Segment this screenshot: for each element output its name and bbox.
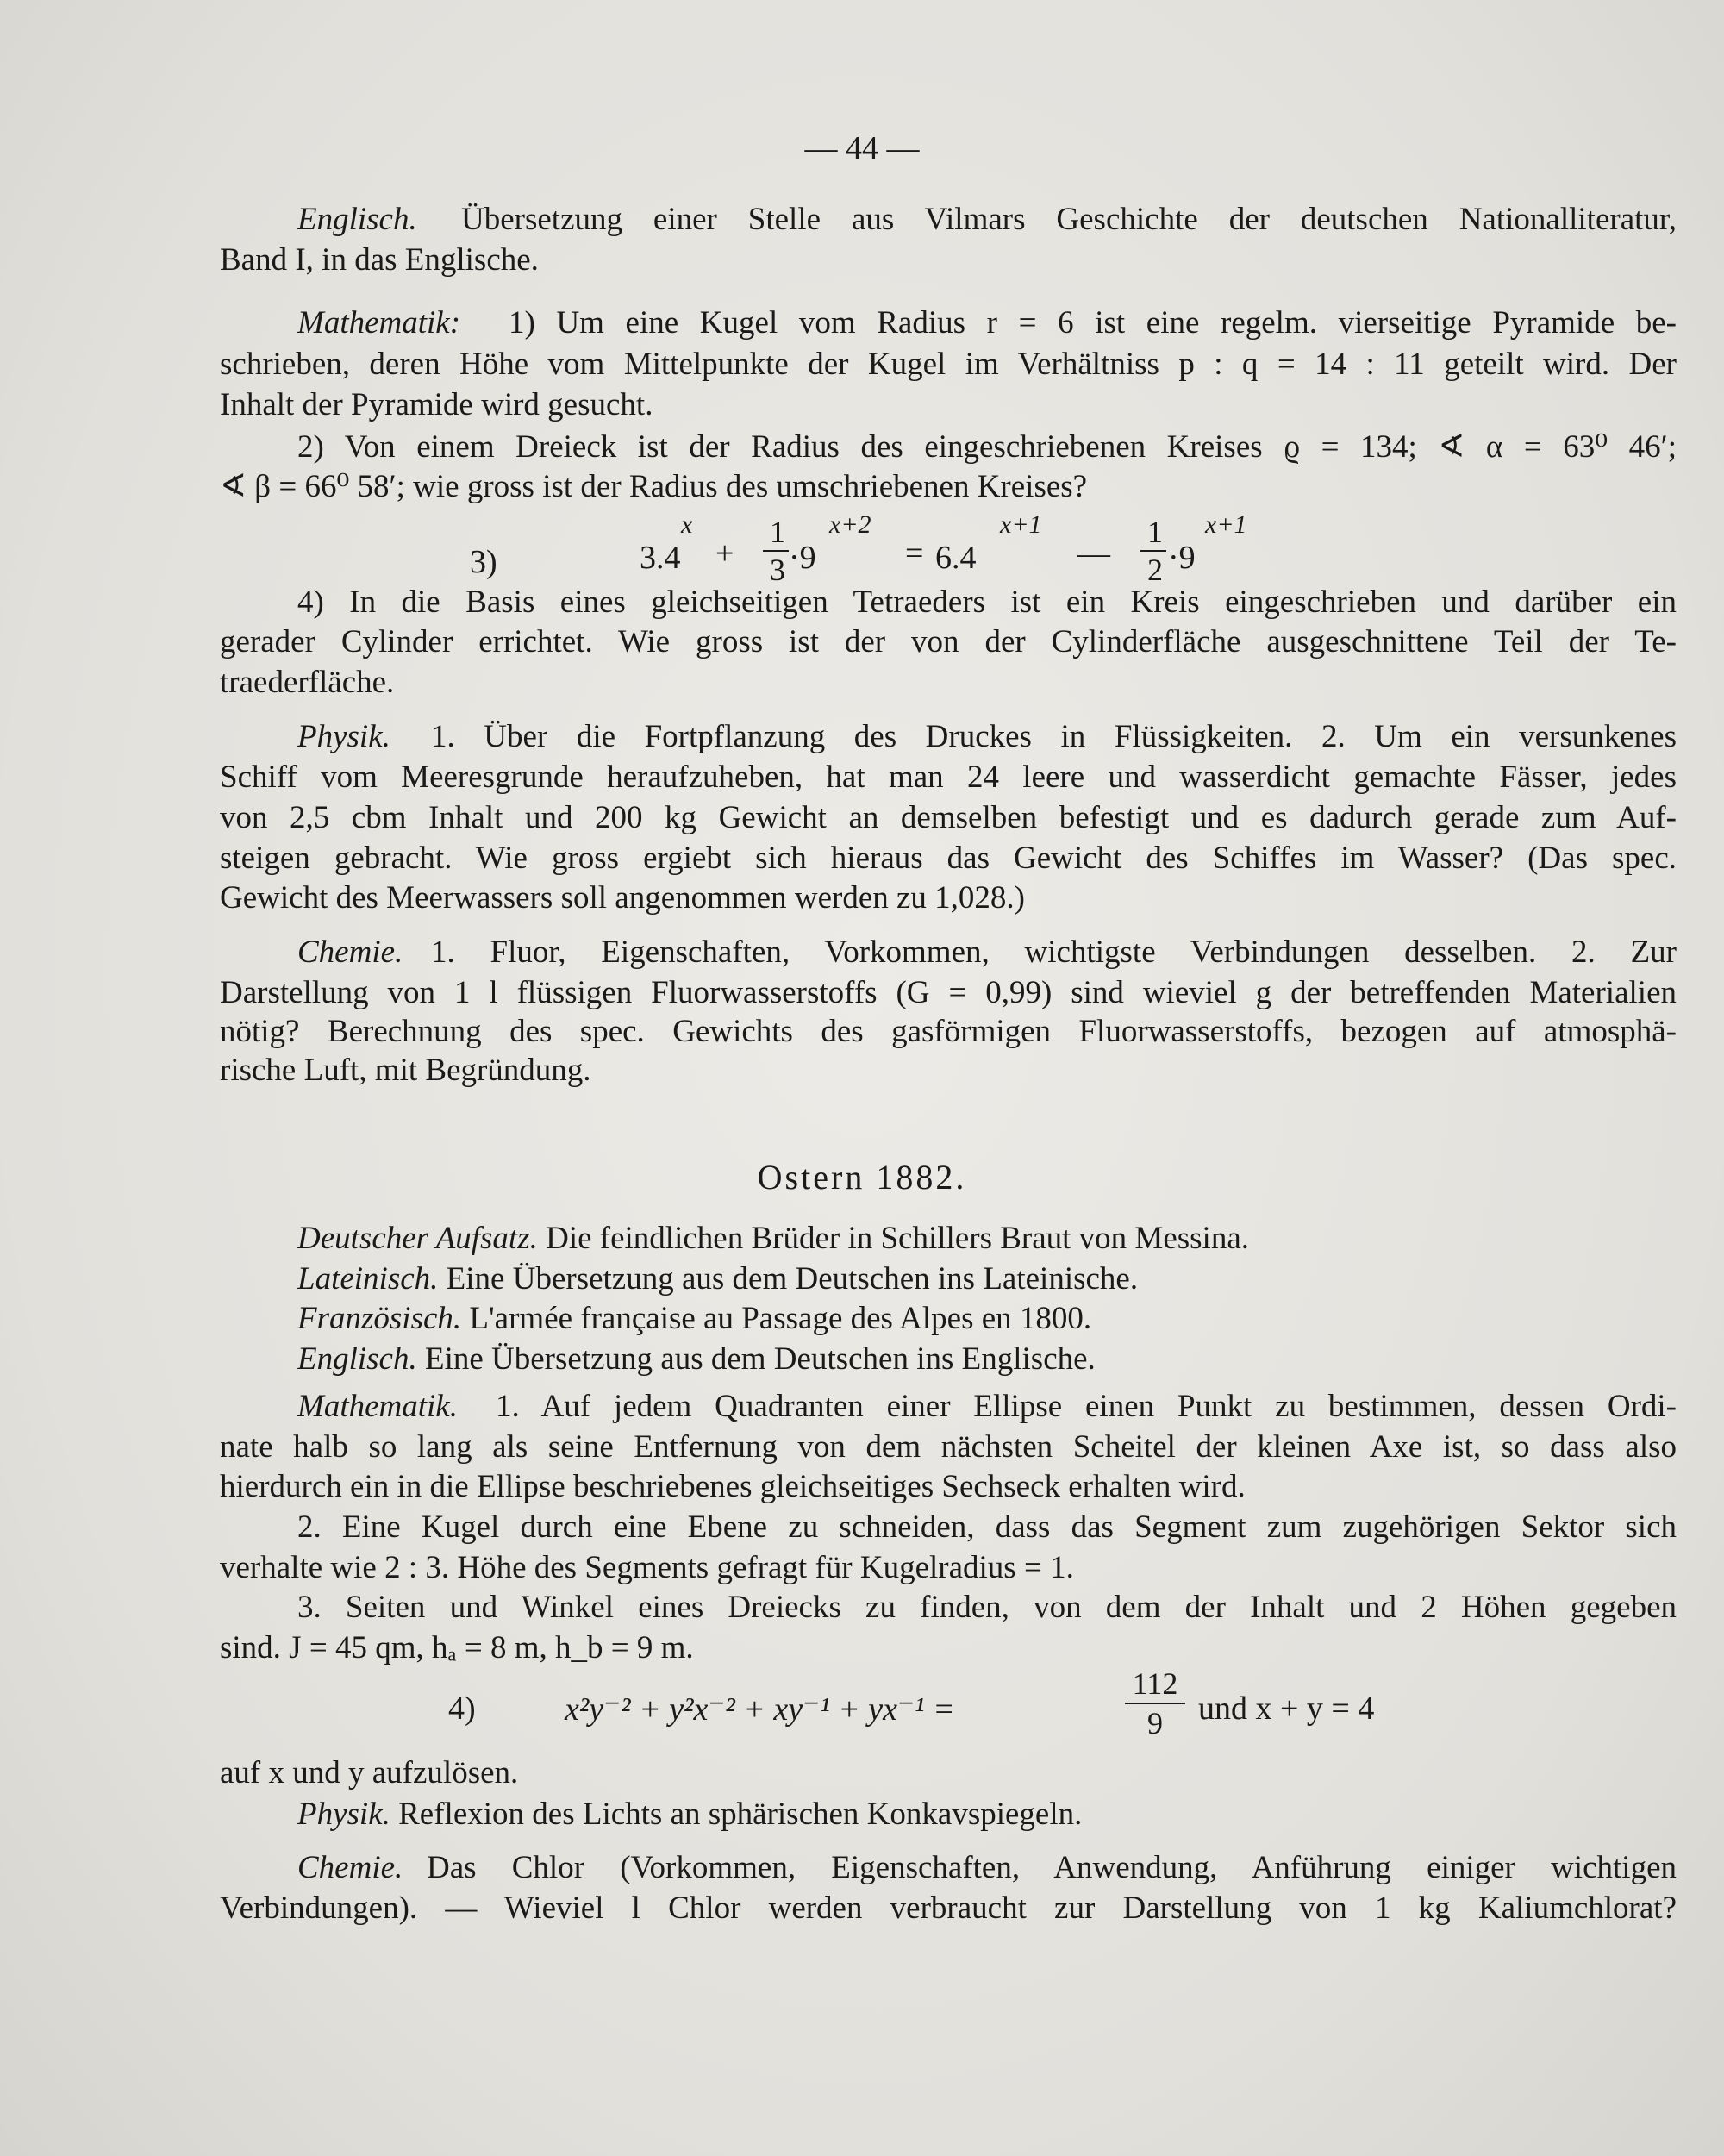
physik-line-b: Schiff vom Meeresgrunde heraufzuheben, hat man 24 leere und wasserdicht gemachte Fässer, jedes [220, 759, 1677, 795]
chemie-label: Chemie. [297, 934, 403, 970]
physik-line-c: von 2,5 cbm Inhalt und 200 kg Gewicht an demselben befestigt und es dadurch gerade zum Auf- [220, 800, 1677, 835]
eq3-frac2-num: 1 [1147, 515, 1163, 549]
math1-line-c: Inhalt der Pyramide wird gesucht. [220, 387, 653, 422]
physik-label: Physik. [297, 719, 390, 754]
physik2-text: Reflexion des Lichts an sphärischen Konkavspiegeln. [398, 1797, 1083, 1832]
eq3-exp1: x [681, 510, 693, 539]
latein-text: Eine Übersetzung aus dem Deutschen ins Lateinische. [446, 1261, 1139, 1297]
chemie2-label: Chemie. [297, 1850, 403, 1885]
eq3-frac1-den: 3 [770, 553, 785, 587]
math3-number: 3) [470, 544, 497, 580]
englisch2-entry [297, 1340, 1096, 1378]
math1-line-b: schrieben, deren Höhe vom Mittelpunkte der Kugel im Verhältniss p : q = 14 : 11 geteilt wird. Der [220, 347, 1677, 382]
section-heading-ostern-1882: Ostern 1882. [757, 1158, 967, 1197]
franz-label: Französisch. [297, 1301, 462, 1336]
eq3-minus: — [1078, 535, 1110, 572]
eq3-term3: 6.4 [935, 540, 977, 576]
m1-line-a: 1. Auf jedem Quadranten einer Ellipse einen Punkt zu bestimmen, dessen Ordi- [496, 1389, 1677, 1424]
math4-line-b: gerader Cylinder errichtet. Wie gross ist der von der Cylinderfläche ausgeschnittene Teil der Te- [220, 624, 1677, 659]
latein-label: Lateinisch. [297, 1261, 439, 1297]
englisch-text-2: Band I, in das Englische. [220, 242, 539, 278]
m1-line-b: nate halb so lang als seine Entfernung von dem nächsten Scheitel der kleinen Axe ist, so dass also [220, 1429, 1677, 1465]
m4-eq-left: x²y⁻² + y²x⁻² + xy⁻¹ + yx⁻¹ = [565, 1691, 955, 1728]
physik-line-d: steigen gebracht. Wie gross ergiebt sich hieraus das Gewicht des Schiffes im Wasser? (Das spec. [220, 841, 1677, 876]
eq3-exp3: x+1 [1000, 510, 1042, 539]
deutsch-entry [297, 1220, 1249, 1258]
mathematik2-label: Mathematik. [297, 1389, 458, 1424]
math2-line-a: 2) Von einem Dreieck ist der Radius des eingeschriebenen Kreises ϱ = 134; ∢ α = 63⁰ 46′; [297, 429, 1677, 465]
englisch-label: Englisch. [297, 202, 417, 237]
m1-line-c: hierdurch ein in die Ellipse beschriebenes gleichseitiges Sechseck erhalten wird. [220, 1469, 1246, 1504]
m4-frac-num: 112 [1132, 1666, 1178, 1701]
englisch2-text: Eine Übersetzung aus dem Deutschen ins Englische. [424, 1341, 1096, 1377]
englisch2-label: Englisch. [297, 1341, 417, 1377]
math4-line-c: traederfläche. [220, 665, 395, 700]
latein-entry [297, 1260, 1138, 1298]
eq3-plus: + [715, 535, 734, 572]
eq3-exp4: x+1 [1205, 510, 1247, 539]
chemie-line-a: 1. Fluor, Eigenschaften, Vorkommen, wichtigste Verbindungen desselben. 2. Zur [431, 934, 1677, 970]
math1-line-a: 1) Um eine Kugel vom Radius r = 6 ist eine regelm. vierseitige Pyramide be- [509, 305, 1677, 341]
physik-line-e: Gewicht des Meerwassers soll angenommen werden zu 1,028.) [220, 880, 1025, 916]
physik2-entry [297, 1796, 1082, 1834]
franz-text: L'armée française au Passage des Alpes en 1800. [469, 1301, 1092, 1336]
eq3-exp2: x+2 [829, 510, 871, 539]
chemie-line-d: rische Luft, mit Begründung. [220, 1053, 591, 1088]
chemie-line-b: Darstellung von 1 l flüssigen Fluorwasserstoffs (G = 0,99) sind wieviel g der betreffenden Materialien [220, 975, 1677, 1010]
math2-line-b: ∢ β = 66⁰ 58′; wie gross ist der Radius des umschriebenen Kreises? [220, 469, 1088, 504]
chemie2-line-b: Verbindungen). — Wieviel l Chlor werden verbraucht zur Darstellung von 1 kg Kaliumchlorat? [220, 1890, 1677, 1926]
m4-line-b: auf x und y aufzulösen. [220, 1755, 519, 1790]
m4-number: 4) [448, 1690, 476, 1727]
eq3-equals: = [905, 535, 924, 572]
englisch-text-1: Übersetzung einer Stelle aus Vilmars Geschichte der deutschen Nationalliteratur, [461, 202, 1677, 237]
chemie2-line-a: Das Chlor (Vorkommen, Eigenschaften, Anwendung, Anführung einiger wichtigen [427, 1850, 1677, 1885]
deutsch-label: Deutscher Aufsatz. [297, 1221, 538, 1256]
franz-entry [297, 1300, 1091, 1338]
m3-line-b: sind. J = 45 qm, hₐ = 8 m, h_b = 9 m. [220, 1630, 694, 1665]
m2-line-a: 2. Eine Kugel durch eine Ebene zu schneiden, dass das Segment zum zugehörigen Sektor sich [297, 1509, 1677, 1545]
physik-line-a: 1. Über die Fortpflanzung des Druckes in Flüssigkeiten. 2. Um ein versunkenes [431, 719, 1677, 754]
eq3-frac1-num: 1 [770, 515, 785, 549]
eq3-term4: ·9 [1168, 540, 1196, 576]
m4-frac-den: 9 [1147, 1706, 1163, 1740]
physik2-label: Physik. [297, 1797, 390, 1832]
m4-frac-bar [1125, 1703, 1185, 1704]
mathematik-label: Mathematik: [297, 305, 461, 341]
m2-line-b: verhalte wie 2 : 3. Höhe des Segments gefragt für Kugelradius = 1. [220, 1550, 1074, 1585]
eq3-term1: 3.4 [640, 540, 681, 576]
chemie-line-c: nötig? Berechnung des spec. Gewichts des gasförmigen Fluorwasserstoffs, bezogen auf atmosphä- [220, 1014, 1677, 1049]
deutsch-text: Die feindlichen Brüder in Schillers Braut von Messina. [546, 1221, 1249, 1256]
page-number: — 44 — [804, 130, 920, 166]
eq3-term2: ·9 [789, 540, 816, 576]
math4-line-a: 4) In die Basis eines gleichseitigen Tetraeders ist ein Kreis eingeschrieben und darüber ein [297, 584, 1677, 620]
eq3-frac2-den: 2 [1147, 553, 1163, 587]
m4-eq-right: und x + y = 4 [1198, 1690, 1375, 1727]
m3-line-a: 3. Seiten und Winkel eines Dreiecks zu finden, von dem der Inhalt und 2 Höhen gegeben [297, 1590, 1677, 1625]
